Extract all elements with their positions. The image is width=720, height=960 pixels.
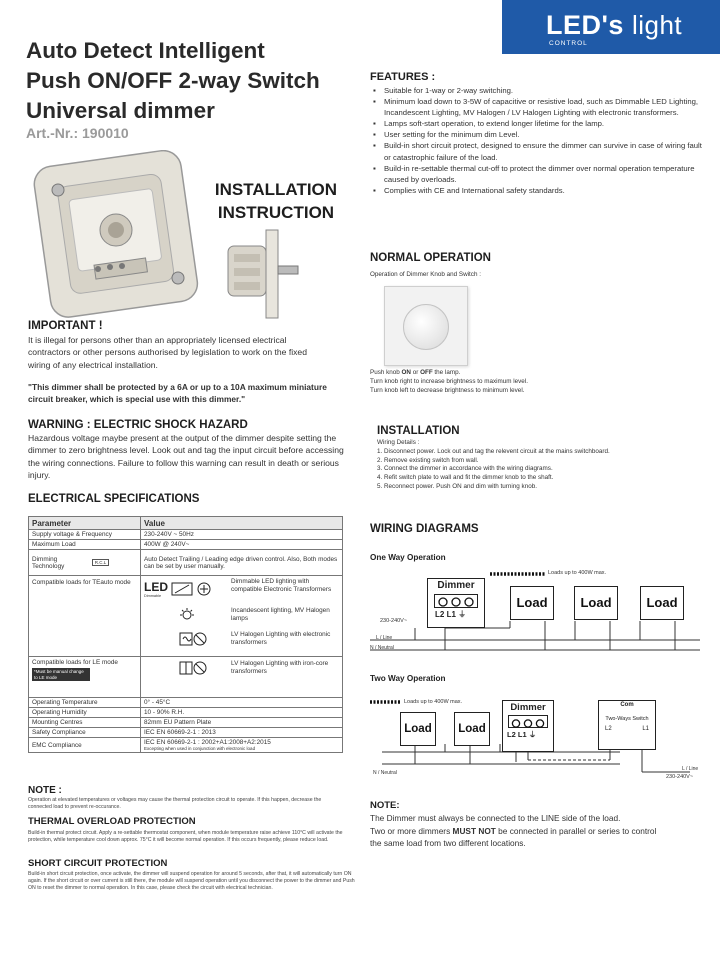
list-item: ▪ Build-in short circuit protect, designed to ensure the dimmer can survive in case of wiring fault or catastrophic failure of the load.	[370, 140, 710, 162]
dimmable-led-symbol-icon	[171, 581, 227, 597]
installation-instruction-title: INSTALLATION INSTRUCTION	[214, 180, 338, 222]
terminal-block-icon	[434, 594, 478, 608]
features-list	[370, 85, 710, 196]
brand-name: LED's light	[546, 10, 683, 40]
spec-table	[28, 516, 343, 753]
list-item: 1. Disconnect power. Lock out and tag the relevent circuit at the mains switchboard.	[377, 447, 610, 455]
header-value: Value	[141, 517, 343, 530]
two-way-diagram: Loads up to 400W max. Load Load Dimmer L2 L1 ⏚ Com Two-Ways Switch L2 L1 N / Neutral L / Line 230-240V~	[370, 688, 710, 788]
table-row: Operating Humidity 10 - 90% R.H.	[29, 708, 343, 718]
led-icon: LED	[144, 580, 168, 594]
table-header-row	[29, 517, 343, 530]
header-parameter: Parameter	[29, 517, 141, 530]
list-item: ▪ User setting for the minimum dim Level.	[370, 129, 710, 140]
brand-subtitle: CONTROL	[549, 40, 588, 47]
article-number: Art.-Nr.: 190010	[26, 125, 129, 141]
list-item: 3. Connect the dimmer in accordance with the wiring diagrams.	[377, 465, 553, 473]
page-title: Auto Detect Intelligent Push ON/OFF 2-way Switch Universal dimmer	[26, 38, 320, 123]
note-heading: NOTE :	[28, 785, 62, 796]
load-box: Load	[574, 586, 618, 620]
terminal-block-icon	[508, 715, 548, 728]
features-heading: FEATURES :	[370, 71, 436, 83]
breaker-note: "This dimmer shall be protected by a 6A or up to a 10A maximum miniature circuit breaker, which is special use with this dimmer."	[28, 382, 327, 404]
two-way-label: Two Way Operation	[370, 674, 446, 683]
load-box: Load	[400, 712, 436, 746]
note-right-text: The Dimmer must always be connected to the LINE side of the load. Two or more dimmers MUST NOT be connected in parallel or series to control the same load from two different locations.	[370, 813, 657, 848]
one-way-diagram: Loads up to 400W max. Dimmer L2 L1 ⏚ Load Load Load 230-240V~ L / Line N / Neutral	[370, 566, 710, 666]
load-box: Load	[510, 586, 554, 620]
normal-operation-caption: Operation of Dimmer Knob and Switch :	[370, 271, 481, 278]
important-heading: IMPORTANT !	[28, 320, 103, 332]
knob	[403, 304, 449, 350]
warning-text: Hazardous voltage maybe present at the output of the dimmer despite setting the dimmer to zero brightness level. Look out and tag the input circuit before accessing the wiring connections. Failure to follow this warning can result in death or serious injury.	[28, 433, 344, 480]
note-text: Operation at elevated temperatures or voltages may cause the thermal protection circuit to operate. If this happen, decrease the connected load to prevent re-occurance.	[28, 797, 322, 810]
warning-heading: WARNING : ELECTRIC SHOCK HAZARD	[28, 419, 248, 431]
le-mode-note: *Must be manual change to LE mode	[32, 668, 90, 681]
short-circuit-text: Build-in short circuit protection, once activate, the dimmer will suspend operation for around 5 seconds, after that, it will automatically turn ON again. If the short circuit or over current is still there, the module will suspend operation until you disconnect the power to the dimmer and Push ON to reset the dimmer to normal operation. In this case, please check the circuit with electrical technician.	[28, 871, 355, 891]
table-row: EMC Compliance IEC EN 60669-2-1 : 2002+A1:2008+A2:2015 Excepting when used in conjunction with electronic load	[29, 738, 343, 753]
dimmer-box: Dimmer L2 L1 ⏚	[502, 700, 554, 752]
table-row: Mounting Centres 82mm EU Pattern Plate	[29, 718, 343, 728]
load-box: Load	[640, 586, 684, 620]
wiring-diagrams-heading: WIRING DIAGRAMS	[370, 523, 479, 535]
iron-core-transformer-icon	[179, 660, 209, 676]
load-box: Load	[454, 712, 490, 746]
installation-steps: Wiring Details : 1. Disconnect power. Lock out and tag the relevent circuit at the mains switchboard. 2. Remove existing switch from wall. 3. Connect the dimmer in accordance with the wiring diagrams. 4. Refit switch plate to wall and fit the dimmer knob to the shaft. 5. Reconnect power. Push ON and dim with turning knob.	[377, 439, 707, 492]
table-row: Safety Compliance IEC EN 60669-2-1 : 2013	[29, 728, 343, 738]
table-row: Dimming Technology R.C.L Auto Detect Trailing / Leading edge driven control. Also, Both modes can be set by user manually.	[29, 550, 343, 576]
table-row: Maximum Load 400W @ 240V~	[29, 540, 343, 550]
table-row: Compatible loads for LE mode *Must be manual change to LE mode LV Halogen Lighting with iron-core transformers	[29, 657, 343, 698]
electrical-spec-heading: ELECTRICAL SPECIFICATIONS	[28, 493, 200, 505]
dimmer-knob-image	[384, 286, 468, 366]
rcl-icon: R.C.L	[92, 559, 110, 566]
note-right-heading: NOTE:	[370, 800, 400, 811]
table-row: Compatible loads for TEauto mode LED Dimmable Dimmable LED lighting with compatible Electronic Transformers Incandescent lighting, MV Halogen lamps LV Halogen Lighting with electronic transformers	[29, 576, 343, 657]
table-row: Supply voltage & Frequency 230-240V ~ 50Hz	[29, 530, 343, 540]
list-item: ▪ Lamps soft-start operation, to extend longer lifetime for the lamp.	[370, 118, 710, 129]
thermal-heading: THERMAL OVERLOAD PROTECTION	[28, 816, 196, 827]
list-item: 4. Refit switch plate to wall and fit the dimmer knob to the shaft.	[377, 474, 554, 482]
list-item: ▪ Build-in re-settable thermal cut-off to protect the dimmer over normal operation temperature caused by overloads.	[370, 163, 710, 185]
table-row: Operating Temperature 0° - 45°C	[29, 698, 343, 708]
dimmer-side-image	[222, 226, 302, 321]
installation-heading: INSTALLATION	[377, 425, 460, 437]
brand-logo	[502, 0, 720, 54]
dimmer-box: Dimmer L2 L1 ⏚	[427, 578, 485, 628]
dimmer-module-image	[30, 150, 200, 320]
normal-operation-heading: NORMAL OPERATION	[370, 252, 491, 264]
normal-operation-text: Push knob ON or OFF the lamp. Turn knob right to increase brightness to maximum level. Turn knob left to decrease brightness to minimum level.	[370, 369, 528, 394]
bulb-icon	[179, 608, 195, 622]
short-circuit-heading: SHORT CIRCUIT PROTECTION	[28, 858, 168, 869]
two-way-switch-box: Com Two-Ways Switch L2 L1	[598, 700, 656, 750]
list-item: ▪ Complies with CE and International safety standards.	[370, 185, 710, 196]
thermal-text: Build-in thermal protect circuit. Apply a re-settable thermostat component, when module temperature raise achieve 110°C will activate the protection, while temperature cool down approx. 75°C it will become normal operation. If this occurs frequently, please reduce load.	[28, 830, 343, 843]
important-text: It is illegal for persons other than an appropriately licensed electrical contractors or other persons authorised by legislation to work on the fixed wiring of any electrical installation.	[28, 335, 307, 370]
list-item: 2. Remove existing switch from wall.	[377, 456, 479, 464]
list-item: ▪ Minimum load down to 3-5W of capacitive or resistive load, such as Dimmable LED Lighting, Incandescent Lighting, MV Halogen / LV Halogen Lighting with electronic transformers.	[370, 96, 710, 118]
list-item: ▪ Suitable for 1-way or 2-way switching.	[370, 85, 710, 96]
list-item: 5. Reconnect power. Push ON and dim with turning knob.	[377, 482, 537, 490]
one-way-label: One Way Operation	[370, 553, 446, 562]
electronic-transformer-icon	[179, 631, 209, 647]
